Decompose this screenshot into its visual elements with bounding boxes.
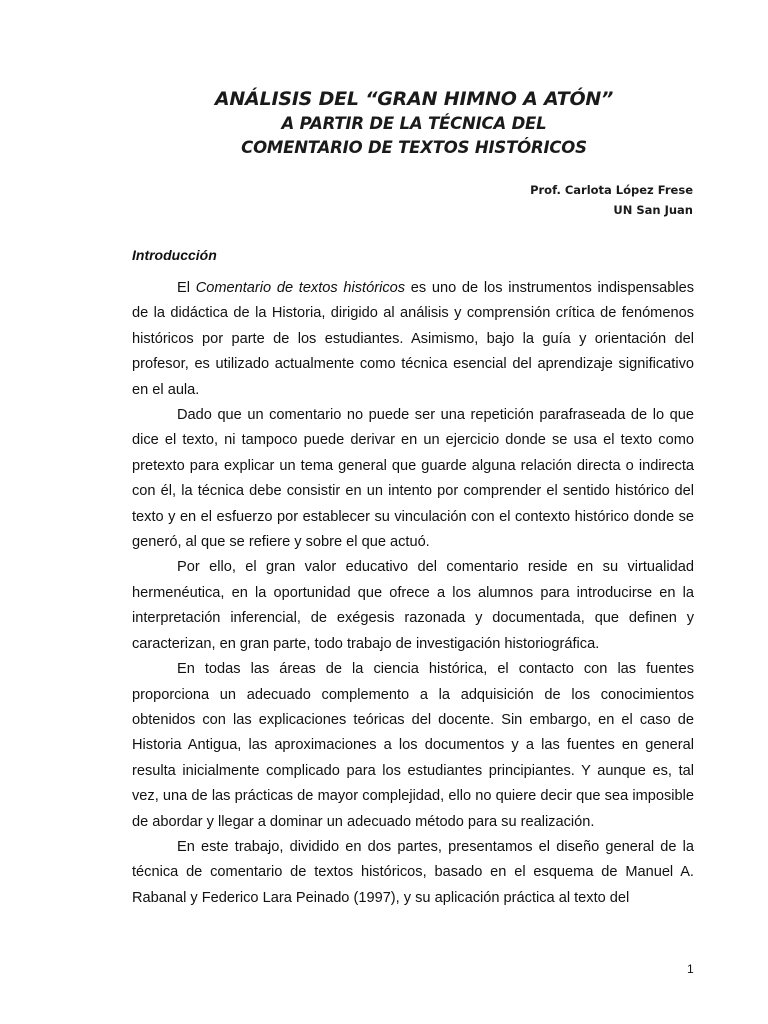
author-institution: UN San Juan <box>613 203 693 217</box>
section-heading: Introducción <box>132 247 217 263</box>
document-title: ANÁLISIS DEL “GRAN HIMNO A ATÓN” <box>214 88 614 110</box>
paragraph: Por ello, el gran valor educativo del comentario reside en su virtualidad hermenéutica, en la oportunidad que ofrece a los alumnos para introducirse en la interpretación inferencial, de exégesis razonada y documentada, que definen y caracterizan, en gran parte, todo trabajo de investigación historiográfica. <box>132 559 694 652</box>
paragraph-emphasis: Comentario de textos históricos <box>195 280 406 296</box>
document-subtitle-line1: A PARTIR DE LA TÉCNICA DEL <box>281 114 547 133</box>
paragraph: Dado que un comentario no puede ser una repetición parafraseada de lo que dice el texto, ni tampoco puede derivar en un ejercicio donde se usa el texto como pretexto para explicar un tema general que guarde alguna relación directa o indirecta con él, la técnica debe consistir en un intento por comprender el sentido histórico del texto y en el esfuerzo por establecer su vinculación con el contexto histórico donde se generó, al que se refiere y sobre el que actuó. <box>132 407 694 551</box>
author-block <box>530 180 693 220</box>
paragraph: En este trabajo, dividido en dos partes, presentamos el diseño general de la técnica de comentario de textos históricos, basado en el esquema de Manuel A. Rabanal y Federico Lara Peinado (1997), y su aplicación práctica al texto del <box>132 838 694 906</box>
body-text <box>132 276 694 911</box>
author-name: Prof. Carlota López Frese <box>530 183 693 197</box>
title-block <box>0 86 768 160</box>
paragraph <box>132 276 694 403</box>
paragraph-lead: El <box>177 280 196 296</box>
paragraph-rest: es uno de los instrumentos indispensables de la didáctica de la Historia, dirigido al análisis y comprensión crítica de fenómenos históricos por parte de los estudiantes. Asimismo, bajo la guía y orientación del profesor, es utilizado actualmente como técnica esencial del aprendizaje significativo en el aula. <box>132 280 695 398</box>
paragraph: En todas las áreas de la ciencia histórica, el contacto con las fuentes proporciona un adecuado complemento a la adquisición de los conocimientos obtenidos con las explicaciones teóricas del docente. Sin embargo, en el caso de Historia Antigua, las aproximaciones a los documentos y a las fuentes en general resulta inicialmente complicado para los estudiantes principiantes. Y aunque es, tal vez, una de las prácticas de mayor complejidad, ello no quiere decir que sea imposible de abordar y llegar a dominar un adecuado método para su realización. <box>132 661 694 830</box>
document-subtitle-line2: COMENTARIO DE TEXTOS HISTÓRICOS <box>241 138 587 157</box>
page-number: 1 <box>687 962 694 976</box>
